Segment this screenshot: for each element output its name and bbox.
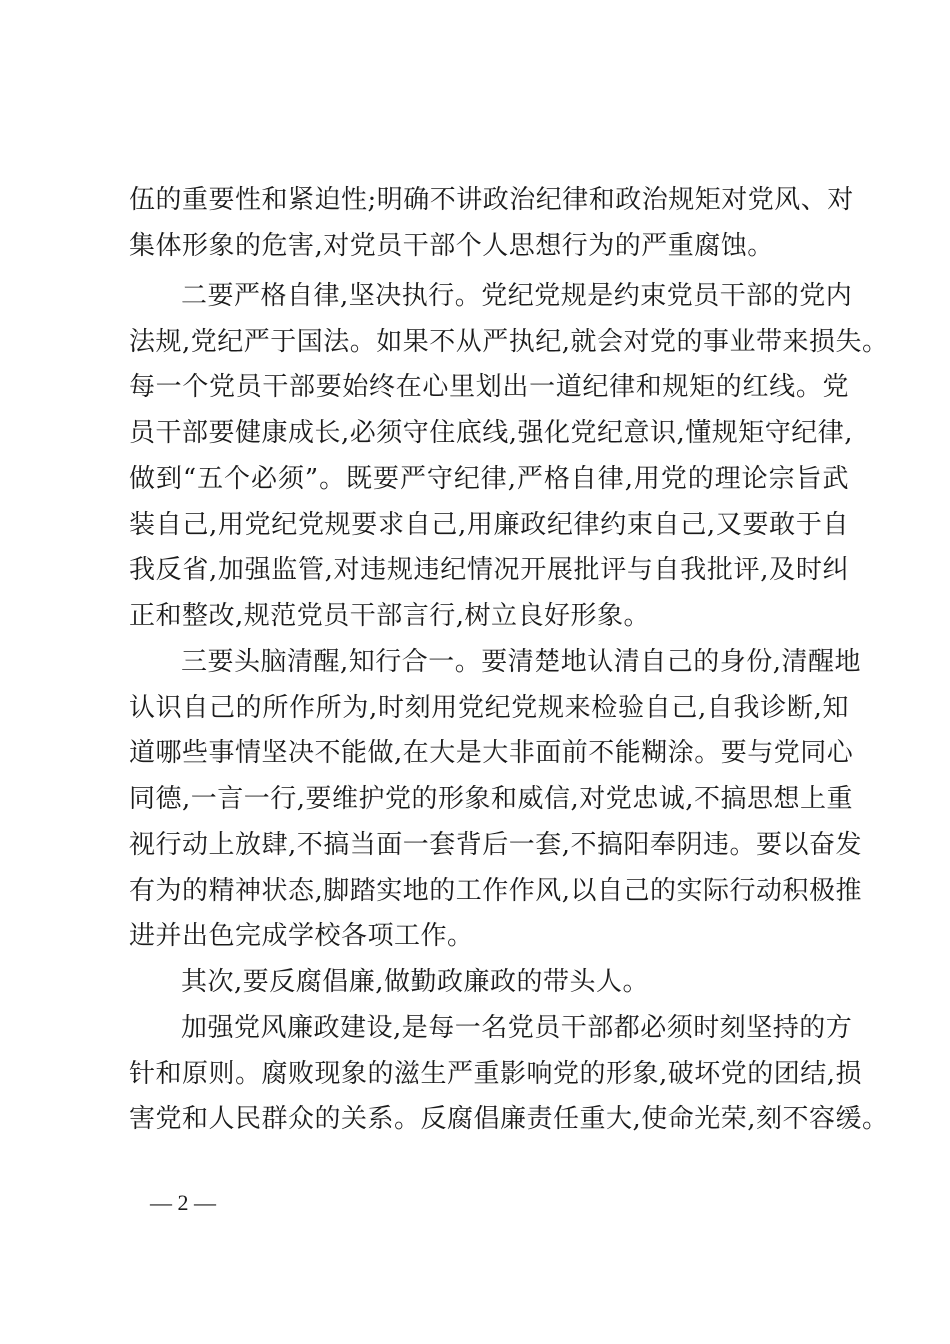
text-line: 正和整改,规范党员干部言行,树立良好形象。	[129, 601, 651, 631]
text-line: 害党和人民群众的关系。反腐倡廉责任重大,使命光荣,刻不容缓。	[129, 1104, 889, 1134]
text-line: 员干部要健康成长,必须守住底线,强化党纪意识,懂规矩守纪律,	[129, 418, 854, 448]
text-line: 进并出色完成学校各项工作。	[129, 921, 474, 951]
text-line: 装自己,用党纪党规要求自己,用廉政纪律约束自己,又要敢于自	[129, 510, 849, 540]
text-line: 法规,党纪严于国法。如果不从严执纪,就会对党的事业带来损失。	[129, 327, 889, 357]
section-heading-line: 其次,要反腐倡廉,做勤政廉政的带头人。	[181, 967, 650, 997]
paragraph-start-line: 加强党风廉政建设,是每一名党员干部都必须时刻坚持的方	[181, 1013, 853, 1043]
text-line: 道哪些事情坚决不能做,在大是大非面前不能糊涂。要与党同心	[129, 738, 854, 768]
text-line: 针和原则。腐败现象的滋生严重影响党的形象,破坏党的团结,损	[129, 1059, 863, 1089]
text-line: 我反省,加强监管,对违规违纪情况开展批评与自我批评,及时纠	[129, 555, 849, 585]
paragraph-start-line: 二要严格自律,坚决执行。党纪党规是约束党员干部的党内	[181, 281, 853, 311]
paragraph-start-line: 三要头脑清醒,知行合一。要清楚地认清自己的身份,清醒地	[181, 647, 862, 677]
text-line: 伍的重要性和紧迫性;明确不讲政治纪律和政治规矩对党风、对	[129, 185, 854, 215]
text-line: 每一个党员干部要始终在心里划出一道纪律和规矩的红线。党	[129, 372, 849, 402]
page-number: — 2 —	[150, 1190, 216, 1215]
text-line: 集体形象的危害,对党员干部个人思想行为的严重腐蚀。	[129, 231, 774, 261]
text-line: 做到“五个必须”。既要严守纪律,严格自律,用党的理论宗旨武	[129, 464, 849, 494]
text-line: 认识自己的所作所为,时刻用党纪党规来检验自己,自我诊断,知	[129, 693, 849, 723]
text-line: 同德,一言一行,要维护党的形象和威信,对党忠诚,不搞思想上重	[129, 784, 854, 814]
text-line: 有为的精神状态,脚踏实地的工作作风,以自己的实际行动积极推	[129, 876, 863, 906]
text-line: 视行动上放肆,不搞当面一套背后一套,不搞阳奉阴违。要以奋发	[129, 830, 863, 860]
